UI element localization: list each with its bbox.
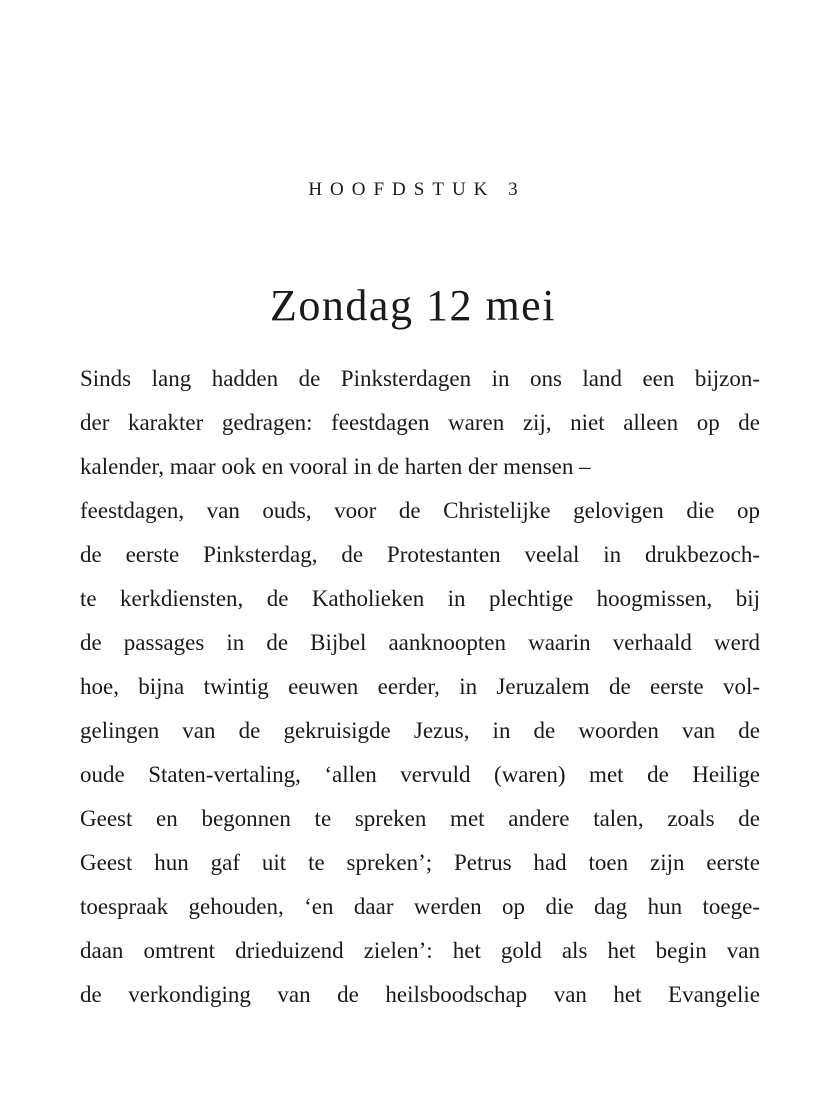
text-line: Geest hun gaf uit te spreken’; Petrus had toen zijn eerste bbox=[80, 850, 760, 875]
text-line: gelingen van de gekruisigde Jezus, in de woorden van de bbox=[80, 718, 760, 743]
text-line: toespraak gehouden, ‘en daar werden op die dag hun toege- bbox=[80, 894, 760, 919]
chapter-title: Zondag 12 mei bbox=[270, 281, 556, 330]
text-line: Geest en begonnen te spreken met andere talen, zoals de bbox=[80, 806, 760, 831]
text-line: oude Staten-vertaling, ‘allen vervuld (waren) met de Heilige bbox=[80, 762, 760, 787]
body-paragraph bbox=[80, 357, 760, 1017]
text-line: Sinds lang hadden de Pinksterdagen in ons land een bijzon- bbox=[80, 366, 760, 391]
text-line: te kerkdiensten, de Katholieken in plechtige hoogmissen, bij bbox=[80, 586, 760, 611]
text-line: feestdagen, van ouds, voor de Christelijke gelovigen die op bbox=[80, 498, 760, 523]
text-line: hoe, bijna twintig eeuwen eerder, in Jeruzalem de eerste vol- bbox=[80, 674, 760, 699]
text-line: daan omtrent drieduizend zielen’: het gold als het begin van bbox=[80, 938, 760, 963]
text-line: de passages in de Bijbel aanknoopten waarin verhaald werd bbox=[80, 630, 760, 655]
text-line: de eerste Pinksterdag, de Protestanten veelal in drukbezoch- bbox=[80, 542, 760, 567]
text-line: de verkondiging van de heilsboodschap van het Evangelie bbox=[80, 982, 760, 1007]
text-line: der karakter gedragen: feestdagen waren zij, niet alleen op de bbox=[80, 410, 760, 435]
text-line: kalender, maar ook en vooral in de harten der mensen – bbox=[80, 454, 591, 479]
chapter-label: HOOFDSTUK 3 bbox=[308, 179, 526, 200]
